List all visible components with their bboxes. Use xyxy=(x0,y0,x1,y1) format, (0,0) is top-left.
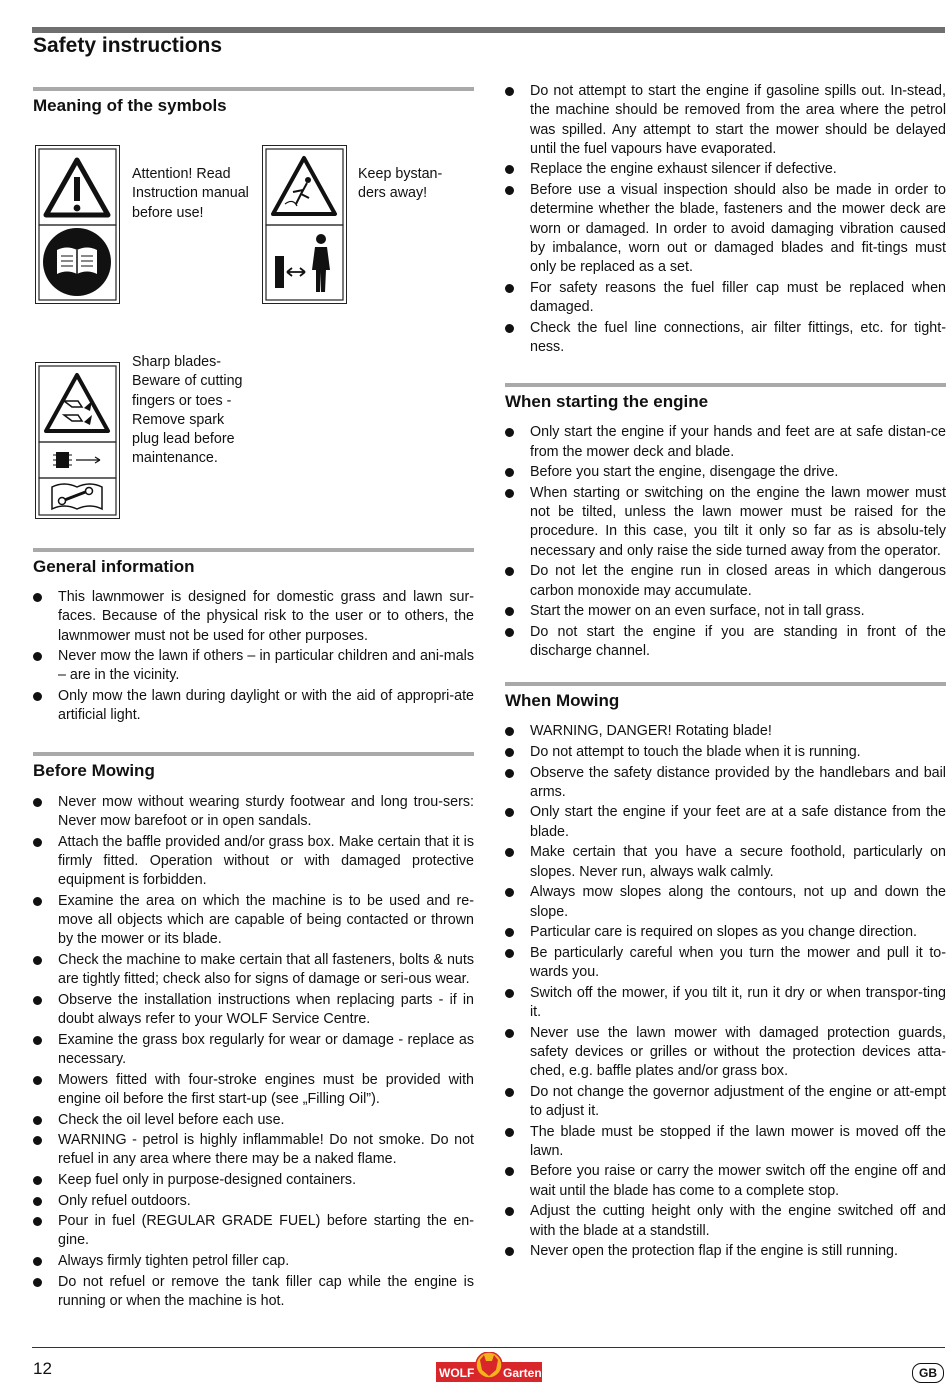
list-item: Before you raise or carry the mower switch off the engine off and wait until the blade has come to a complete stop. xyxy=(505,1162,946,1201)
list-item: Adjust the cutting height only with the engine switched off and with the blade at a standstill. xyxy=(505,1202,946,1241)
instruction-manual-icon xyxy=(36,146,119,303)
list-item: Do not change the governor adjustment of the engine or att-empt to adjust it. xyxy=(505,1083,946,1122)
list-item: Never mow without wearing sturdy footwear and long trou-sers: Never mow barefoot or in open sandals. xyxy=(33,793,474,832)
list-item: Examine the grass box regularly for wear or damage - replace as necessary. xyxy=(33,1031,474,1070)
list-item: Start the mower on an even surface, not in tall grass. xyxy=(505,602,946,621)
list-item: Always mow slopes along the contours, not up and down the slope. xyxy=(505,883,946,922)
list-item: Never use the lawn mower with damaged protection guards, safety devices or grilles or without the protection devices atta-ched, e.g. baffle plates and/or grass box. xyxy=(505,1024,946,1082)
list-item: Pour in fuel (REGULAR GRADE FUEL) before starting the en-gine. xyxy=(33,1212,474,1251)
list-item: Do not let the engine run in closed areas in which dangerous carbon monoxide may accumulate. xyxy=(505,562,946,601)
section-rule xyxy=(505,682,946,686)
list-item: Replace the engine exhaust silencer if defective. xyxy=(505,160,946,179)
svg-text:Garten: Garten xyxy=(503,1366,542,1380)
list-item: Do not start the engine if you are standing in front of the discharge channel. xyxy=(505,623,946,662)
starting-heading: When starting the engine xyxy=(505,392,709,412)
section-rule xyxy=(33,87,474,91)
list-item: When starting or switching on the engine the lawn mower must not be tilted, unless the lawn mower must be raised for the procedure. In this case, you tilt it only so far as is absolu-tely necessary and only raise the side turned away from the operator. xyxy=(505,484,946,561)
list-item: Make certain that you have a secure foothold, particularly on slopes. Never run, always walk calmly. xyxy=(505,843,946,882)
list-item: Attach the baffle provided and/or grass box. Make certain that it is firmly fitted. Operation without or with damaged protective equipment is forbidden. xyxy=(33,833,474,891)
symbols-legend xyxy=(33,129,474,529)
list-item: Keep fuel only in purpose-designed containers. xyxy=(33,1171,474,1190)
symbol-text-sharp-blades: Sharp blades- Beware of cutting fingers or toes - Remove spark plug lead before maintenance. xyxy=(132,354,243,467)
list-item: Observe the safety distance provided by the handlebars and bail arms. xyxy=(505,764,946,803)
list-item: Never mow the lawn if others – in particular children and ani-mals – are in the vicinity. xyxy=(33,647,474,686)
list-item: Always firmly tighten petrol filler cap. xyxy=(33,1252,474,1271)
list-item: For safety reasons the fuel filler cap must be replaced when damaged. xyxy=(505,279,946,318)
symbol-sharp-blades xyxy=(35,362,120,519)
list-item: Do not attempt to touch the blade when it is running. xyxy=(505,743,946,762)
list-item: WARNING - petrol is highly inflammable! Do not smoke. Do not refuel in any area where there may be a naked flame. xyxy=(33,1131,474,1170)
svg-text:WOLF: WOLF xyxy=(439,1366,475,1380)
symbol-text-read-manual: Attention! Read Instruction manual before use! xyxy=(132,166,249,221)
section-rule xyxy=(505,383,946,387)
region-badge: GB xyxy=(912,1363,944,1383)
right-column xyxy=(505,80,946,1263)
before-mowing-heading: Before Mowing xyxy=(33,760,155,780)
list-item: Switch off the mower, if you tilt it, run it dry or when transpor-ting it. xyxy=(505,984,946,1023)
wolf-garten-logo xyxy=(436,1352,542,1384)
list-item: Do not refuel or remove the tank filler cap while the engine is running or when the machine is hot. xyxy=(33,1273,474,1312)
list-item: Only mow the lawn during daylight or with the aid of appropri-ate artificial light. xyxy=(33,687,474,726)
continued-list xyxy=(505,82,946,357)
general-heading: General information xyxy=(33,557,195,576)
list-item: Do not attempt to start the engine if gasoline spills out. In-stead, the machine should be removed from the area where the petrol was spilled. Any attempt to start the mower should be delayed until the fuel vapours have evaporated. xyxy=(505,82,946,159)
symbol-read-manual xyxy=(35,145,120,304)
when-mowing-list xyxy=(505,722,946,1261)
list-item: Only start the engine if your hands and feet are at safe distan-ce from the mower deck and blade. xyxy=(505,423,946,462)
symbol-keep-bystanders xyxy=(262,145,347,304)
symbol-text-keep-bystanders: Keep bystan-ders away! xyxy=(358,166,443,202)
when-mowing-heading: When Mowing xyxy=(505,691,620,711)
keep-distance-icon xyxy=(263,146,346,303)
page-number: 12 xyxy=(33,1359,52,1378)
list-item: Be particularly careful when you turn the mower and pull it to-wards you. xyxy=(505,944,946,983)
list-item: Only refuel outdoors. xyxy=(33,1192,474,1211)
list-item: Check the oil level before each use. xyxy=(33,1111,474,1130)
list-item: Only start the engine if your feet are at a safe distance from the blade. xyxy=(505,803,946,842)
list-item: Particular care is required on slopes as you change direction. xyxy=(505,923,946,942)
list-item: Check the machine to make certain that all fasteners, bolts & nuts are tightly fitted; check also for signs of damage or seri-ous wear. xyxy=(33,951,474,990)
list-item: Mowers fitted with four-stroke engines must be provided with engine oil before the first start-up (see „Filling Oil”). xyxy=(33,1071,474,1110)
list-item: This lawnmower is designed for domestic grass and lawn sur-faces. Because of the physical risk to the user or to others, the lawnmower must not be used for other purposes. xyxy=(33,588,474,646)
list-item: Before use a visual inspection should also be made in order to determine whether the blade, fasteners and the mower deck are worn or damaged. In order to avoid damaging vibration caused by imbalance, worn out or damaged blades and fit-tings must only be replaced as a set. xyxy=(505,181,946,277)
list-item: Before you start the engine, disengage the drive. xyxy=(505,463,946,482)
starting-list xyxy=(505,423,946,661)
list-item: Check the fuel line connections, air filter fittings, etc. for tight-ness. xyxy=(505,319,946,358)
list-item: Never open the protection flap if the engine is still running. xyxy=(505,1242,946,1261)
top-rule xyxy=(32,27,945,33)
symbols-heading: Meaning of the symbols xyxy=(33,96,227,115)
general-list xyxy=(33,588,474,726)
footer-rule xyxy=(32,1347,945,1348)
list-item: Observe the installation instructions when replacing parts - if in doubt always refer to your WOLF Service Centre. xyxy=(33,991,474,1030)
page-title: Safety instructions xyxy=(33,34,223,57)
left-column xyxy=(33,87,474,1313)
list-item: WARNING, DANGER! Rotating blade! xyxy=(505,722,946,741)
wrench-manual-icon xyxy=(36,363,119,518)
section-rule xyxy=(33,752,474,756)
wolf-garten-logo-mark xyxy=(436,1352,542,1384)
list-item: The blade must be stopped if the lawn mower is moved off the lawn. xyxy=(505,1123,946,1162)
list-item: Examine the area on which the machine is to be used and re-move all objects which are capable of being contacted or thrown by the mower or its blade. xyxy=(33,892,474,950)
section-rule xyxy=(33,548,474,552)
before-mowing-list xyxy=(33,793,474,1312)
